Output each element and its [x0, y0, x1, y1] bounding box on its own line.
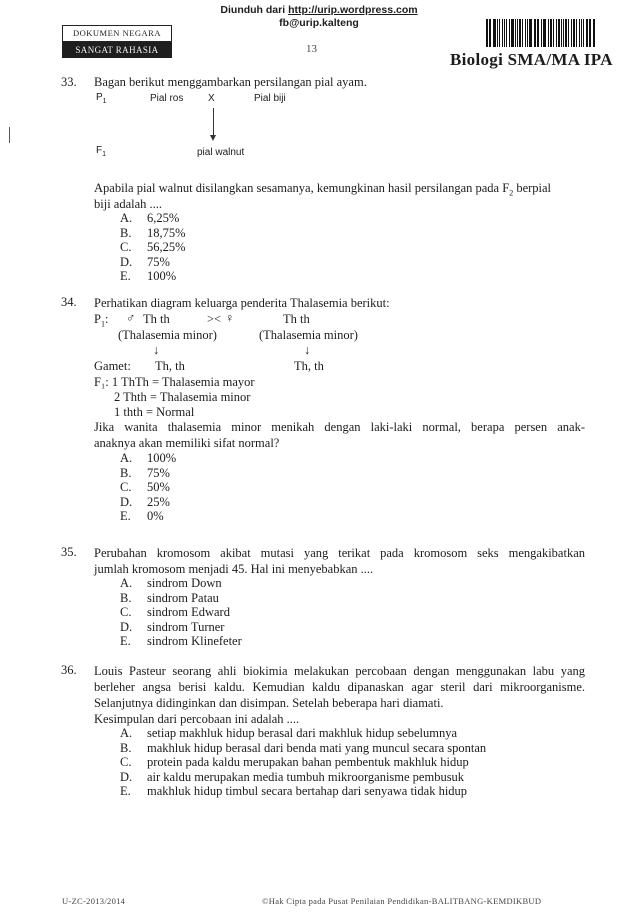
female-genotype: Th th	[283, 312, 310, 326]
offspring-label: $F_1$	[96, 145, 107, 158]
option-a[interactable]: A. 100%	[120, 451, 177, 465]
male-phenotype: (Thalasemia minor)	[118, 328, 217, 342]
question-number: 36.	[61, 663, 77, 677]
question-text-cont: jumlah kromosom menjadi 45. Hal ini menyebabkan ....	[94, 562, 374, 576]
question-text: Louis Pasteur seorang ahli biokimia melakukan percobaan dengan menggunakan labu yang	[94, 664, 585, 678]
cross-parent-label: $P_1$	[96, 92, 107, 105]
question-number: 35.	[61, 545, 77, 559]
margin-mark	[9, 127, 10, 143]
option-d[interactable]: D. 75%	[120, 254, 170, 269]
social-handle: fb@urip.kalteng	[279, 17, 359, 29]
option-e[interactable]: E. sindrom Klinefeter	[120, 634, 242, 649]
source-line	[0, 4, 638, 16]
female-symbol-icon: ♀	[225, 311, 235, 325]
option-a[interactable]: A. sindrom Down	[120, 576, 222, 590]
question-number: 34.	[61, 295, 77, 309]
option-b[interactable]: B. makhluk hidup berasal dari benda mati yang muncul secara spontan	[120, 740, 487, 755]
option-b[interactable]: B. 75%	[120, 465, 170, 480]
option-c[interactable]: C. protein pada kaldu merupakan bahan pembentuk makhluk hidup	[120, 755, 469, 770]
option-b[interactable]: B. sindrom Patau	[120, 590, 219, 605]
option-e[interactable]: E. 0%	[120, 509, 164, 524]
gamete-male: Th, th	[155, 359, 185, 373]
answer-options	[120, 576, 242, 649]
question-text-cont: anaknya akan memiliki sifat normal?	[94, 436, 280, 450]
page-number: 13	[306, 43, 317, 55]
parent-b: Pial biji	[254, 93, 286, 104]
male-genotype: Th th	[143, 312, 170, 326]
barcode-icon	[486, 19, 596, 47]
male-symbol-icon: ♂	[126, 311, 136, 325]
question-stem: Perhatikan diagram keluarga penderita Thalasemia berikut:	[94, 296, 390, 310]
question-text: Selanjutnya didinginkan dan disimpan. Setelah beberapa hari diamati.	[94, 696, 444, 710]
copyright-notice: ©Hak Cipta pada Pusat Penilaian Pendidikan-BALITBANG-KEMDIKBUD	[262, 896, 542, 906]
question-text: Perubahan kromosom akibat mutasi yang terikat pada kromosom seks mengakibatkan	[94, 546, 585, 560]
question-text: Jika wanita thalasemia minor menikah dengan laki-laki normal, berapa persen anak-	[94, 420, 585, 434]
cross-symbol: X	[208, 93, 215, 104]
down-arrow-icon: ↓	[304, 343, 311, 357]
question-number: 33.	[61, 75, 77, 89]
question-text-cont: biji adalah ....	[94, 197, 163, 211]
f1-line: 2 Thth = Thalasemia minor	[114, 390, 251, 404]
question-text: Kesimpulan dari percobaan ini adalah ....	[94, 712, 300, 726]
option-b[interactable]: B. 18,75%	[120, 225, 186, 240]
option-c[interactable]: C. 56,25%	[120, 240, 186, 255]
parent-label: $P_1$:	[94, 312, 109, 329]
secret-label-box: SANGAT RAHASIA	[62, 42, 172, 58]
option-a[interactable]: A. setiap makhluk hidup berasal dari makhluk hidup sebelumnya	[120, 726, 457, 740]
cross-symbol: ><	[207, 312, 222, 326]
source-prefix: Diunduh dari	[220, 4, 289, 16]
answer-options	[120, 726, 486, 799]
option-c[interactable]: C. 50%	[120, 480, 170, 495]
down-arrow-icon: ↓	[153, 343, 160, 357]
subject-title: Biologi SMA/MA IPA	[450, 50, 613, 69]
option-e[interactable]: E. makhluk hidup timbul secara bertahap dari senyawa tidak hidup	[120, 784, 468, 799]
gamete-label: Gamet:	[94, 359, 131, 373]
option-d[interactable]: D. sindrom Turner	[120, 619, 225, 634]
option-d[interactable]: D. 25%	[120, 494, 170, 509]
f1-line: F₁: 1 ThTh = Thalasemia mayor	[94, 375, 255, 389]
option-a[interactable]: A. 6,25%	[120, 211, 180, 225]
document-code: U-ZC-2013/2014	[62, 896, 126, 906]
offspring: pial walnut	[197, 147, 245, 158]
arrow-head-icon	[210, 135, 216, 141]
female-phenotype: (Thalasemia minor)	[259, 328, 358, 342]
option-c[interactable]: C. sindrom Edward	[120, 605, 230, 620]
parent-a: Pial ros	[150, 93, 184, 104]
question-text: Apabila pial walnut disilangkan sesamanya, kemungkinan hasil persilangan pada $F_2$ berpial	[94, 181, 552, 198]
gamete-female: Th, th	[294, 359, 324, 373]
down-arrow-icon	[213, 108, 214, 136]
answer-options	[120, 451, 176, 524]
option-e[interactable]: E. 100%	[120, 269, 177, 284]
source-link[interactable]: http://urip.wordpress.com	[288, 4, 418, 16]
question-text: berleher angsa berisi kaldu. Kemudian kaldu dipanaskan agar steril dari mikroorganisme.	[94, 680, 585, 694]
option-d[interactable]: D. air kaldu merupakan media tumbuh mikroorganisme pembusuk	[120, 769, 465, 784]
doc-label-box: DOKUMEN NEGARA	[62, 25, 172, 42]
answer-options	[120, 211, 186, 284]
question-stem: Bagan berikut menggambarkan persilangan pial ayam.	[94, 75, 367, 89]
f1-line: 1 thth = Normal	[114, 405, 195, 419]
